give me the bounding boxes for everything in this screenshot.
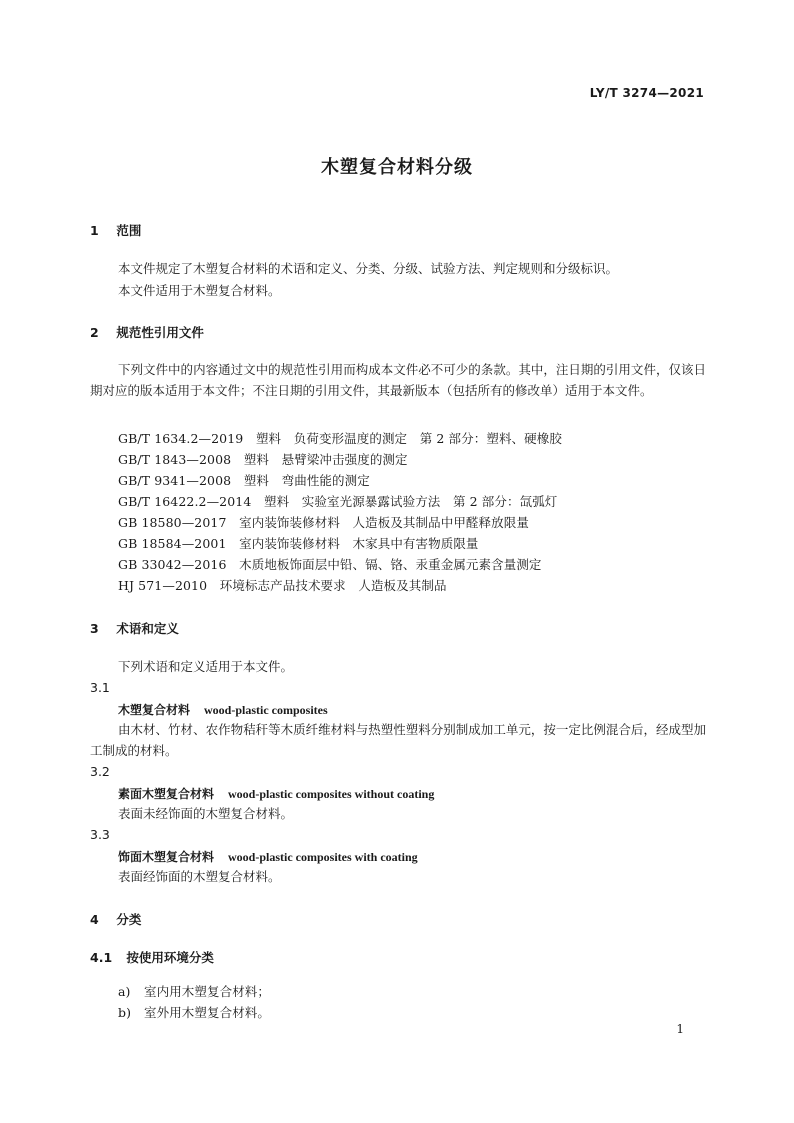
section-number: 4 [90, 912, 99, 927]
list-item-text: 室内用木塑复合材料； [144, 984, 271, 999]
term-heading [118, 701, 328, 718]
list-item [118, 1003, 270, 1021]
list-marker: b) [118, 1005, 132, 1020]
reference-item: GB 18580—2017 室内装饰装修材料 人造板及其制品中甲醛释放限量 [118, 515, 529, 530]
section-title: 术语和定义 [116, 621, 179, 636]
reference-item: GB/T 1843—2008 塑料 悬臂梁冲击强度的测定 [118, 452, 408, 467]
term-english: wood-plastic composites without coating [228, 787, 435, 801]
standard-number: LY/T 3274—2021 [589, 86, 704, 100]
references-intro: 下列文件中的内容通过文中的规范性引用而构成本文件必不可少的条款。其中，注日期的引用文件，仅该日期对应的版本适用于本文件；不注日期的引用文件，其最新版本（包括所有的修改单）适用于本文件。 [90, 362, 706, 398]
document-title: 木塑复合材料分级 [321, 157, 473, 178]
subsection-title: 按使用环境分类 [126, 950, 214, 965]
subsection-4-1-heading [90, 948, 214, 966]
reference-item: GB 33042—2016 木质地板饰面层中铅、镉、铬、汞重金属元素含量测定 [118, 557, 542, 572]
section-title: 分类 [116, 912, 142, 927]
section-2-heading [90, 323, 204, 341]
list-marker: a) [118, 984, 131, 999]
page-number: 1 [676, 1022, 684, 1036]
section-4-heading [90, 910, 141, 928]
section-1-heading [90, 221, 141, 239]
section-3-heading [90, 619, 179, 637]
reference-item: GB/T 9341—2008 塑料 弯曲性能的测定 [118, 473, 370, 488]
reference-item: GB 18584—2001 室内装饰装修材料 木家具中有害物质限量 [118, 536, 479, 551]
reference-item: GB/T 16422.2—2014 塑料 实验室光源暴露试验方法 第 2 部分：氙弧灯 [118, 494, 558, 509]
term-definition: 表面未经饰面的木塑复合材料。 [118, 806, 294, 821]
term-chinese: 饰面木塑复合材料 [118, 850, 215, 864]
reference-item: HJ 571—2010 环境标志产品技术要求 人造板及其制品 [118, 578, 447, 593]
term-number: 3.2 [90, 764, 110, 779]
reference-item: GB/T 1634.2—2019 塑料 负荷变形温度的测定 第 2 部分：塑料、硬橡胶 [118, 431, 562, 446]
term-english: wood-plastic composites [204, 703, 328, 717]
section-number: 3 [90, 621, 99, 636]
section-title: 规范性引用文件 [116, 325, 204, 340]
term-definition: 表面经饰面的木塑复合材料。 [118, 869, 281, 884]
section-number: 2 [90, 325, 99, 340]
terms-intro: 下列术语和定义适用于本文件。 [118, 659, 294, 674]
subsection-number: 4.1 [90, 950, 113, 965]
term-english: wood-plastic composites with coating [228, 850, 418, 864]
section-number: 1 [90, 223, 99, 238]
term-number: 3.1 [90, 680, 110, 695]
term-number: 3.3 [90, 827, 110, 842]
term-definition: 由木材、竹材、农作物秸秆等木质纤维材料与热塑性塑料分别制成加工单元，按一定比例混合后，经成型加工制成的材料。 [90, 722, 706, 758]
term-chinese: 素面木塑复合材料 [118, 787, 215, 801]
term-heading [118, 785, 434, 802]
scope-paragraph-1: 本文件规定了木塑复合材料的术语和定义、分类、分级、试验方法、判定规则和分级标识。 [118, 261, 619, 276]
list-item [118, 982, 270, 1000]
term-chinese: 木塑复合材料 [118, 703, 191, 717]
list-item-text: 室外用木塑复合材料。 [144, 1005, 271, 1020]
section-title: 范围 [116, 223, 142, 238]
scope-paragraph-2: 本文件适用于木塑复合材料。 [118, 283, 281, 298]
term-heading [118, 848, 418, 865]
